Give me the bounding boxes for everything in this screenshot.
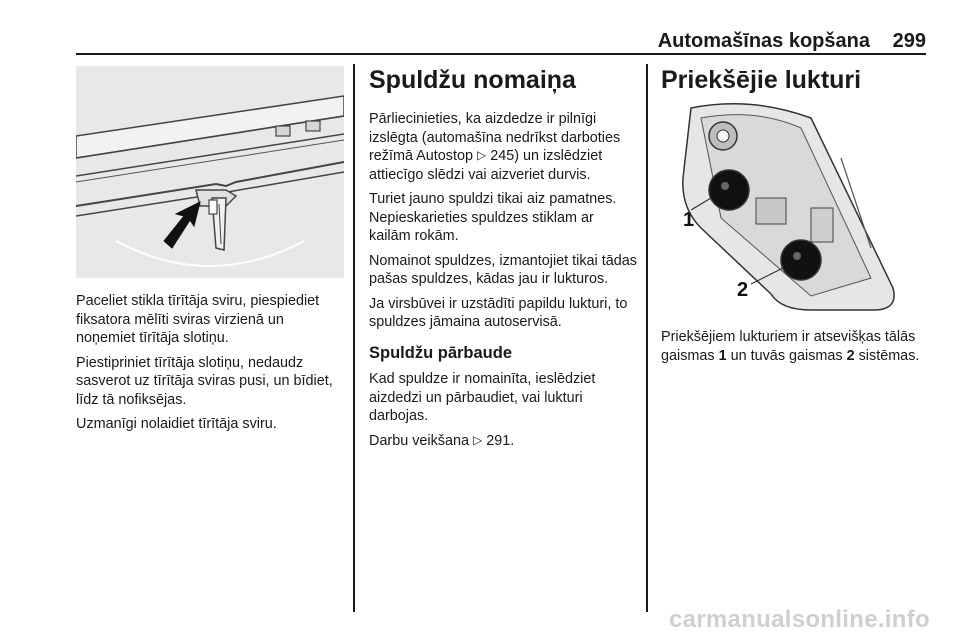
column-divider-left xyxy=(353,64,355,612)
bulb-paragraph-1 xyxy=(369,110,637,184)
watermark: carmanualsonline.info xyxy=(668,606,930,633)
bulb-paragraph-2: Turiet jauno spuldzi tikai aiz pamatnes. Nepieskarieties spuldzes stiklam ar kailām rokām. xyxy=(369,191,617,244)
column-1-text xyxy=(76,292,344,440)
wiper-arm-illustration xyxy=(76,66,344,278)
section-heading-bulb-replacement: Spuldžu nomaiņa xyxy=(369,66,576,94)
wiper-step-2: Piestipriniet tīrītāja slotiņu, nedaudz sasverot uz tīrītāja sviras pusi, un bīdiet, līdz tā nofiksējas. xyxy=(76,354,333,408)
section-heading-headlights: Priekšējie lukturi xyxy=(661,66,862,94)
page-number: 299 xyxy=(892,30,926,52)
bulb-check-reference-text: Darbu veikšana xyxy=(369,432,473,449)
headlight-caption-text-c: sistēmas. xyxy=(854,347,920,364)
bulb-paragraph-1-text-b: ) un izslēdziet attiecīgo slēdzi vai aizveriet durvis. xyxy=(369,148,603,183)
page-reference-icon: ▷ xyxy=(473,432,483,447)
headlight-caption xyxy=(661,328,925,365)
running-header-title: Automašīnas kopšana xyxy=(657,30,870,52)
bulb-check-paragraph: Kad spuldze ir nomainīta, ieslēdziet aizdedzi un pārbaudiet, vai lukturi darbojas. xyxy=(369,371,596,424)
wiper-step-1: Paceliet stikla tīrītāja sviru, piespiediet fiksatora mēlīti sviras virzienā un noņemiet tīrītāja slotiņu. xyxy=(76,293,320,346)
wiper-step-3: Uzmanīgi nolaidiet tīrītāja sviru. xyxy=(76,416,277,432)
headlight-illustration xyxy=(661,98,925,316)
headlight-caption-text-b: un tuvās gaismas xyxy=(726,347,847,364)
column-2-text xyxy=(369,110,637,456)
headlight-caption-text-a: Priekšējiem lukturiem ir atsevišķas tālās gaismas xyxy=(661,329,916,364)
figure-label-low-beam: 2 xyxy=(737,279,749,301)
bulb-paragraph-4: Ja virsbūvei ir uzstādīti papildu lukturi, to spuldzes jāmaina autoservisā. xyxy=(369,295,628,330)
bulb-check-reference xyxy=(369,432,637,451)
header-rule xyxy=(76,53,926,55)
column-3-text xyxy=(661,328,925,371)
page-reference-link[interactable]: 291 xyxy=(486,432,511,449)
headlight-caption-bold-1: 1 xyxy=(718,347,727,364)
figure-label-high-beam: 1 xyxy=(683,209,695,231)
bulb-check-reference-end: . xyxy=(510,432,515,449)
subheading-bulb-check: Spuldžu pārbaude xyxy=(369,343,513,362)
headlight-caption-bold-2: 2 xyxy=(846,347,855,364)
bulb-paragraph-1-text-a: Pārliecinieties, ka aizdedze ir pilnīgi izslēgta (automašīna nedrīkst darboties režīmā Autostop xyxy=(369,111,621,164)
page-reference-link[interactable]: 245 xyxy=(490,148,515,164)
bulb-paragraph-3: Nomainot spuldzes, izmantojiet tikai tādas pašas spuldzes, kādas jau ir lukturos. xyxy=(369,252,637,287)
column-divider-right xyxy=(646,64,648,612)
page-reference-icon: ▷ xyxy=(477,148,487,162)
